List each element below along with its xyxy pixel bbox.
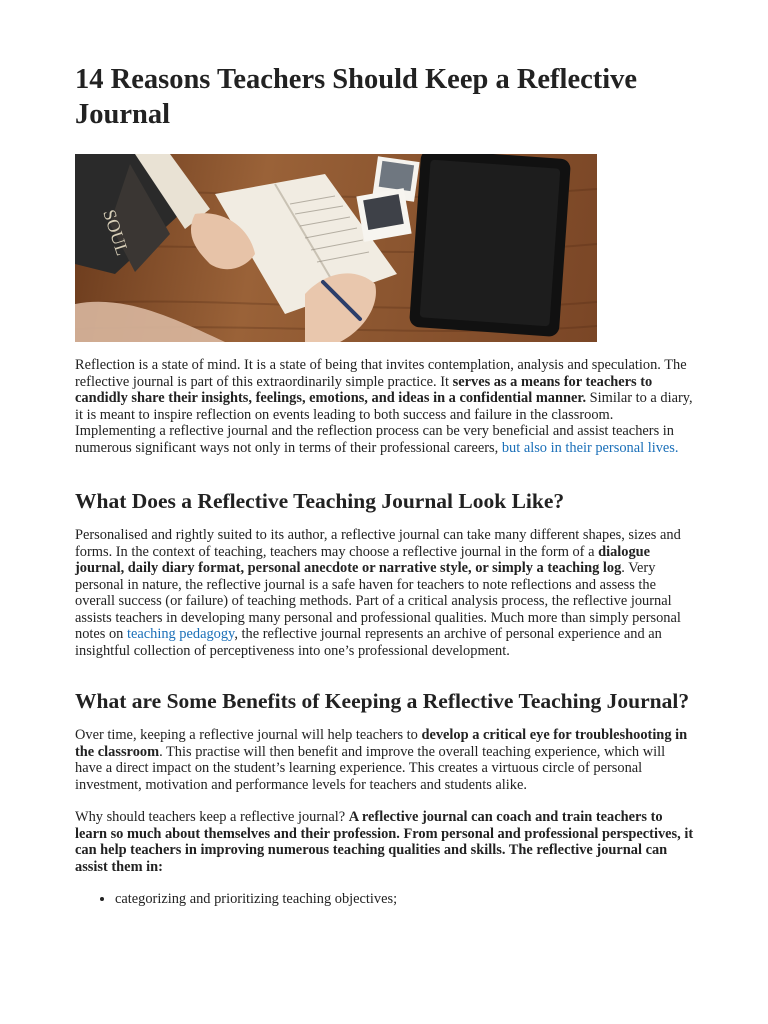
section2-p2-text-1: Why should teachers keep a reflective journal? <box>75 809 349 825</box>
section1-heading: What Does a Reflective Teaching Journal Look Like? <box>75 489 565 513</box>
hero-image <box>75 154 597 342</box>
section1-paragraph <box>75 527 695 659</box>
section1-bold-1: dialogue journal, daily diary format, personal anecdote or narrative style, or simply a teaching log <box>75 543 651 576</box>
benefits-list <box>75 891 695 908</box>
section2-paragraph-1 <box>75 727 695 793</box>
section1-text-3: , the reflective journal represents an archive of personal experience and an insightful collection of perceptiveness into one’s professional development. <box>75 626 662 659</box>
personal-lives-link[interactable]: but also in their personal lives. <box>501 439 679 456</box>
section2-paragraph-2 <box>75 809 695 875</box>
section2-p1-bold-1: develop a critical eye for troubleshooting in the classroom <box>75 727 688 760</box>
section2-p2-bold-1: A reflective journal can coach and train teachers to learn so much about themselves and their profession. From personal and professional perspectives, it can help teachers in improving numerous teaching qualities and skills. The reflective journal can assist them in: <box>75 809 694 875</box>
intro-text-1: Reflection is a state of mind. It is a state of being that invites contemplation, analysis and speculation. The reflective journal is part of this extraordinarily simple practice. It <box>75 357 687 390</box>
section2-heading: What are Some Benefits of Keeping a Reflective Teaching Journal? <box>75 689 690 713</box>
section1-text-2: . Very personal in nature, the reflective journal is a safe haven for teachers to note reflections and assess the overall success (or failure) of teaching methods. Part of a critical analysis process, the reflective journal assists teachers in developing many personal and professional qualities. Much more than simply personal notes on <box>75 560 681 642</box>
intro-text-2: Similar to a diary, it is meant to inspire reflection on events leading to both success and failure in the classroom. Implementing a reflective journal and the reflection process can be very beneficial and assist teachers in numerous significant ways not only in terms of their professional careers, <box>75 390 693 456</box>
article <box>75 62 695 908</box>
intro-bold-1: serves as a means for teachers to candidly share their insights, feelings, emotions, and ideas in a confidential manner. <box>75 373 653 406</box>
book-spine-text: SOUL <box>99 207 133 258</box>
teaching-pedagogy-link[interactable]: teaching pedagogy <box>126 626 235 642</box>
list-item: • categorizing and prioritizing teaching objectives; <box>115 891 695 908</box>
hero-illustration <box>75 154 597 342</box>
article-title: 14 Reasons Teachers Should Keep a Reflective Journal <box>75 64 638 130</box>
section2-p1-text-2: . This practise will then benefit and improve the overall teaching experience, which will have a direct impact on the student’s learning experience. This creates a virtuous circle of personal investment, motivation and performance levels for teachers and students alike. <box>75 743 666 793</box>
tablet <box>409 154 571 337</box>
book-stack <box>75 154 210 274</box>
intro-paragraph <box>75 357 695 456</box>
section1-text-1: Personalised and rightly suited to its author, a reflective journal can take many different shapes, sizes and forms. In the context of teaching, teachers may choose a reflective journal in the form of a <box>75 527 681 560</box>
section2-p1-text-1: Over time, keeping a reflective journal will help teachers to <box>75 727 422 743</box>
polaroid-photos <box>356 156 419 242</box>
